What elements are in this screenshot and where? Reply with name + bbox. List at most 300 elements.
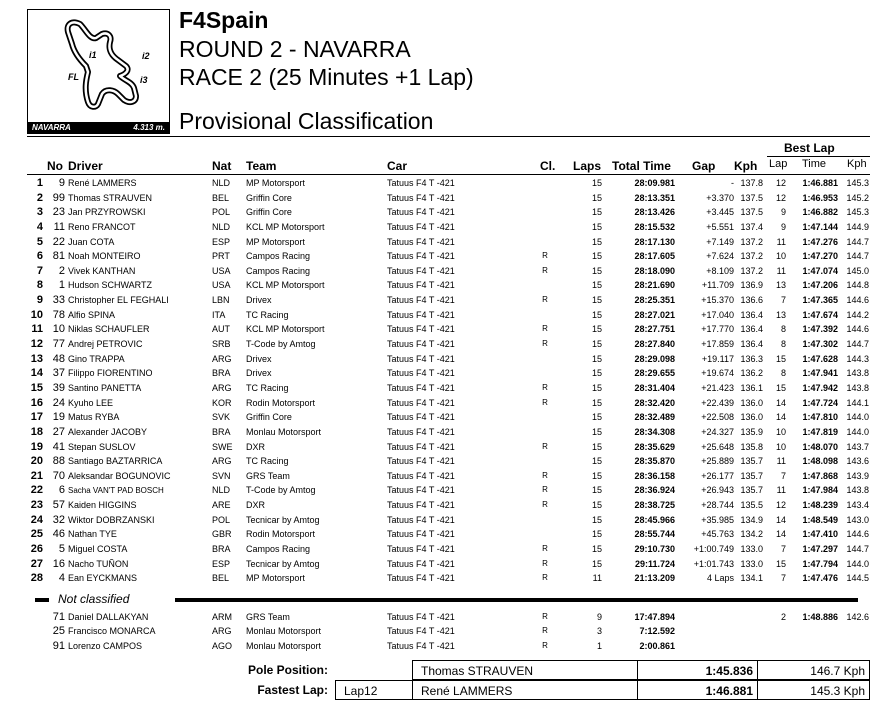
car-cell: Tatuus F4 T -421 (387, 339, 455, 350)
laps-cell: 15 (591, 456, 602, 467)
best-lap-number-cell: 13 (775, 309, 786, 320)
team-cell: GRS Team (246, 470, 290, 481)
best-lap-time-cell: 1:48.070 (802, 441, 838, 452)
kph-cell: 137.2 (740, 265, 763, 276)
team-cell: Griffin Core (246, 192, 292, 203)
kph-cell: 136.4 (740, 324, 763, 335)
best-lap-kph-cell: 143.6 (846, 456, 869, 467)
laps-cell: 15 (591, 221, 602, 232)
gap-cell: +8.109 (706, 265, 734, 276)
gap-cell: +3.370 (706, 192, 734, 203)
best-lap-kph-cell: 144.2 (846, 309, 869, 320)
nationality-cell: GBR (212, 529, 232, 540)
driver-cell: Reno FRANCOT (68, 221, 136, 232)
class-cell: R (542, 500, 548, 510)
nationality-cell: SVK (212, 412, 231, 423)
header-nat: Nat (212, 159, 232, 173)
laps-cell: 15 (591, 324, 602, 335)
car-number-cell: 11 (53, 220, 65, 233)
sector-label: i3 (140, 75, 148, 85)
laps-cell: 15 (591, 544, 602, 554)
best-lap-number-cell: 10 (775, 251, 786, 262)
total-time-cell: 28:27.840 (634, 339, 675, 350)
car-cell: Tatuus F4 T -421 (387, 558, 455, 569)
total-time-cell: 28:27.751 (634, 324, 675, 335)
gap-cell: +22.508 (701, 412, 734, 423)
position-cell: 5 (36, 235, 43, 248)
kph-cell: 135.7 (740, 470, 763, 481)
car-cell: Tatuus F4 T -421 (387, 251, 455, 262)
driver-cell: Santiago BAZTARRICA (68, 456, 163, 467)
laps-cell: 1 (596, 640, 602, 651)
fastest-driver: René LAMMERS (412, 680, 638, 700)
position-cell: 12 (30, 338, 43, 351)
team-cell: Monlau Motorsport (246, 426, 322, 437)
car-number-cell: 81 (52, 250, 65, 263)
driver-cell: Wiktor DOBRZANSKI (68, 514, 155, 525)
header-total-time: Total Time (612, 159, 671, 173)
position-cell: 3 (36, 206, 43, 219)
class-cell: R (542, 295, 548, 305)
car-cell: Tatuus F4 T -421 (387, 573, 455, 584)
sector-label: i1 (89, 50, 97, 60)
team-cell: Drivex (246, 368, 272, 379)
best-lap-time-cell: 1:46.882 (802, 207, 838, 218)
team-cell: Monlau Motorsport (246, 640, 322, 651)
best-lap-kph-cell: 143.8 (846, 485, 869, 496)
team-cell: KCL MP Motorsport (246, 280, 325, 291)
kph-cell: 136.3 (740, 353, 763, 364)
position-cell: 21 (30, 469, 43, 482)
car-number-cell: 99 (52, 191, 65, 204)
team-cell: Campos Racing (246, 544, 311, 554)
class-cell: R (542, 611, 548, 621)
car-number-cell: 37 (52, 367, 65, 380)
table-row (0, 513, 894, 528)
team-cell: DXR (246, 441, 266, 452)
total-time-cell: 28:17.130 (634, 236, 675, 247)
best-lap-time-cell: 1:47.365 (802, 295, 838, 306)
gap-cell: +7.149 (706, 236, 734, 247)
laps-cell: 3 (596, 626, 602, 637)
position-cell: 26 (30, 543, 43, 555)
nationality-cell: ESP (212, 236, 231, 247)
position-cell: 2 (36, 191, 43, 204)
team-cell: TC Racing (246, 456, 289, 467)
position-cell: 9 (36, 294, 43, 307)
best-lap-kph-cell: 144.8 (846, 280, 869, 291)
total-time-cell: 29:10.730 (634, 544, 675, 554)
car-cell: Tatuus F4 T -421 (387, 309, 455, 320)
nationality-cell: SRB (212, 339, 231, 350)
position-cell: 7 (36, 264, 43, 277)
position-cell: 24 (30, 513, 43, 526)
best-lap-time-cell: 1:47.724 (802, 397, 838, 408)
best-lap-time-cell: 1:47.810 (802, 412, 838, 423)
kph-cell: 137.2 (740, 251, 763, 262)
car-cell: Tatuus F4 T -421 (387, 470, 455, 481)
nationality-cell: BEL (212, 573, 230, 584)
best-lap-number-cell: 9 (780, 207, 786, 218)
car-number-cell: 33 (52, 294, 65, 307)
car-number-cell: 24 (52, 396, 65, 409)
table-row (0, 440, 894, 455)
nationality-cell: AGO (212, 640, 233, 651)
team-cell: Campos Racing (246, 265, 311, 276)
table-row (0, 483, 894, 498)
kph-cell: 136.9 (740, 280, 763, 291)
team-cell: TC Racing (246, 382, 289, 393)
gap-cell: +24.327 (701, 426, 734, 437)
kph-cell: 135.7 (740, 456, 763, 467)
team-cell: MP Motorsport (246, 236, 305, 247)
table-row (0, 542, 894, 557)
table-row (0, 425, 894, 440)
total-time-cell: 28:29.098 (634, 353, 675, 364)
best-lap-time-cell: 1:47.942 (802, 382, 838, 393)
best-lap-number-cell: 14 (775, 514, 786, 525)
position-cell: 16 (30, 396, 43, 409)
table-row (0, 366, 894, 381)
kph-cell: 137.5 (740, 207, 763, 218)
gap-cell: +5.551 (706, 221, 734, 232)
team-cell: MP Motorsport (246, 178, 305, 188)
driver-cell: Gino TRAPPA (68, 353, 125, 364)
header-car: Car (387, 159, 408, 173)
table-row (0, 527, 894, 542)
header-class: Cl. (540, 159, 556, 173)
nationality-cell: ITA (212, 309, 226, 320)
kph-cell: 137.8 (740, 178, 763, 188)
sector-label: i2 (142, 51, 150, 61)
best-lap-number-cell: 8 (780, 324, 786, 335)
kph-cell: 135.9 (740, 426, 763, 437)
nationality-cell: USA (212, 280, 231, 291)
gap-cell: +19.117 (701, 353, 734, 364)
driver-cell: Niklas SCHAUFLER (68, 324, 150, 335)
nationality-cell: ARG (212, 382, 232, 393)
car-cell: Tatuus F4 T -421 (387, 544, 455, 554)
nationality-cell: ARG (212, 456, 232, 467)
team-cell: KCL MP Motorsport (246, 221, 325, 232)
best-lap-time-cell: 1:47.628 (802, 353, 838, 364)
car-number-cell: 10 (52, 323, 65, 336)
total-time-cell: 28:15.532 (634, 221, 675, 232)
car-cell: Tatuus F4 T -421 (387, 626, 455, 637)
table-row (0, 381, 894, 396)
best-lap-number-cell: 8 (780, 339, 786, 350)
table-row (0, 249, 894, 264)
kph-cell: 136.0 (740, 412, 763, 423)
car-cell: Tatuus F4 T -421 (387, 207, 455, 218)
series-title: F4Spain (179, 7, 269, 33)
nationality-cell: ESP (212, 558, 231, 569)
driver-cell: Miguel COSTA (68, 544, 128, 554)
table-row (0, 278, 894, 293)
best-lap-number-cell: 14 (775, 412, 786, 423)
nationality-cell: ARE (212, 500, 231, 511)
total-time-cell: 28:18.090 (634, 265, 675, 276)
sector-label: FL (68, 72, 79, 82)
table-row (0, 571, 894, 586)
best-lap-time-cell: 1:47.819 (802, 426, 838, 437)
best-lap-number-cell: 8 (780, 368, 786, 379)
car-number-cell: 16 (52, 557, 65, 570)
driver-cell: Kyuho LEE (68, 397, 114, 408)
class-cell: R (542, 324, 548, 334)
nationality-cell: ARG (212, 353, 232, 364)
car-number-cell: 46 (52, 528, 65, 541)
header-team: Team (246, 159, 277, 173)
best-lap-time-cell: 1:47.868 (802, 470, 838, 481)
car-number-cell: 19 (52, 411, 65, 424)
driver-cell: Ean EYCKMANS (68, 573, 138, 584)
total-time-cell: 28:09.981 (634, 178, 675, 188)
best-lap-number-cell: 12 (775, 178, 786, 188)
laps-cell: 15 (591, 500, 602, 511)
laps-cell: 15 (591, 529, 602, 540)
driver-cell: Vivek KANTHAN (68, 265, 136, 276)
class-cell: R (542, 397, 548, 407)
round-title: ROUND 2 - NAVARRA (179, 36, 411, 62)
nationality-cell: ARM (212, 611, 232, 622)
header-gap: Gap (692, 159, 716, 173)
nationality-cell: BRA (212, 544, 231, 554)
nationality-cell: LBN (212, 295, 230, 306)
total-time-cell: 28:13.351 (634, 192, 675, 203)
laps-cell: 15 (591, 412, 602, 423)
best-lap-number-cell: 13 (775, 280, 786, 291)
driver-cell: Juan COTA (68, 236, 115, 247)
driver-cell: Kaiden HIGGINS (68, 500, 137, 511)
class-cell: R (542, 441, 548, 451)
best-lap-time-cell: 1:48.098 (802, 456, 838, 467)
best-lap-kph-cell: 144.7 (846, 339, 869, 350)
laps-cell: 15 (591, 485, 602, 496)
driver-cell: Sacha VAN'T PAD BOSCH (68, 486, 164, 496)
track-map-icon (28, 10, 169, 122)
table-row (0, 220, 894, 235)
gap-cell: 4 Laps (706, 573, 734, 584)
gap-cell: +26.177 (701, 470, 734, 481)
pole-time: 1:45.836 (637, 660, 758, 680)
table-row (0, 624, 894, 639)
team-cell: Tecnicar by Amtog (246, 558, 320, 569)
best-lap-kph-cell: 144.5 (846, 573, 869, 584)
best-lap-time-cell: 1:48.549 (802, 514, 838, 525)
driver-cell: Aleksandar BOGUNOVIC (68, 470, 171, 481)
total-time-cell: 28:25.351 (634, 295, 675, 306)
class-cell: R (542, 470, 548, 480)
table-row (0, 352, 894, 367)
laps-cell: 15 (591, 192, 602, 203)
total-time-cell: 28:21.690 (634, 280, 675, 291)
best-lap-kph-cell: 143.8 (846, 368, 869, 379)
best-lap-time-cell: 1:48.886 (802, 611, 838, 622)
nationality-cell: SVN (212, 470, 231, 481)
table-row (0, 610, 894, 625)
gap-cell: +3.445 (706, 207, 734, 218)
best-lap-number-cell: 7 (780, 295, 786, 306)
best-lap-time-cell: 1:47.270 (802, 251, 838, 262)
nationality-cell: NLD (212, 221, 231, 232)
class-cell: R (542, 558, 548, 568)
best-lap-number-cell: 11 (776, 265, 786, 276)
position-cell: 22 (30, 484, 43, 497)
gap-cell: +26.943 (701, 485, 734, 496)
best-lap-time-cell: 1:47.144 (802, 221, 838, 232)
best-lap-time-cell: 1:46.953 (802, 192, 838, 203)
driver-cell: Nacho TUÑON (68, 558, 129, 569)
gap-cell: +7.624 (706, 251, 734, 262)
header-rule-bottom (27, 174, 870, 175)
best-lap-kph-cell: 145.3 (846, 207, 869, 218)
not-classified-label: Not classified (58, 592, 130, 606)
total-time-cell: 2:00.861 (639, 640, 675, 651)
best-lap-kph-cell: 144.6 (846, 529, 869, 540)
nationality-cell: KOR (212, 397, 232, 408)
driver-cell: Alfio SPINA (68, 309, 116, 320)
car-number-cell: 25 (52, 625, 65, 638)
nationality-cell: AUT (212, 324, 230, 335)
best-lap-kph-cell: 144.0 (846, 558, 869, 569)
best-lap-number-cell: 7 (780, 470, 786, 481)
gap-cell: +22.439 (701, 397, 734, 408)
driver-cell: Daniel DALLAKYAN (68, 611, 149, 622)
laps-cell: 15 (591, 339, 602, 350)
team-cell: Rodin Motorsport (246, 529, 316, 540)
table-row (0, 322, 894, 337)
laps-cell: 15 (591, 470, 602, 481)
position-cell: 13 (30, 352, 43, 365)
car-cell: Tatuus F4 T -421 (387, 456, 455, 467)
nationality-cell: NLD (212, 485, 231, 496)
best-lap-number-cell: 14 (775, 397, 786, 408)
circuit-length: 4.313 m. (133, 123, 165, 132)
car-cell: Tatuus F4 T -421 (387, 280, 455, 291)
gap-cell: +25.889 (701, 456, 734, 467)
total-time-cell: 21:13.209 (634, 573, 675, 584)
kph-cell: 136.2 (740, 368, 763, 379)
position-cell: 6 (36, 250, 43, 263)
total-time-cell: 28:35.629 (634, 441, 675, 452)
fastest-lap-label: Fastest Lap: (257, 683, 328, 697)
table-row (0, 191, 894, 206)
car-number-cell: 6 (58, 484, 65, 497)
total-time-cell: 28:55.744 (634, 529, 675, 540)
table-row (0, 308, 894, 323)
laps-cell: 15 (591, 251, 602, 262)
pole-kph: 146.7 Kph (757, 660, 870, 680)
car-number-cell: 88 (52, 455, 65, 468)
kph-cell: 133.0 (740, 544, 763, 554)
position-cell: 19 (30, 440, 43, 453)
position-cell: 4 (36, 220, 43, 233)
car-cell: Tatuus F4 T -421 (387, 485, 455, 496)
laps-cell: 15 (591, 382, 602, 393)
total-time-cell: 28:36.158 (634, 470, 675, 481)
gap-cell: +17.770 (701, 324, 734, 335)
best-lap-kph-cell: 144.6 (846, 295, 869, 306)
gap-cell: +21.423 (701, 382, 734, 393)
table-row (0, 410, 894, 425)
best-lap-time-cell: 1:47.392 (802, 324, 838, 335)
driver-cell: Lorenzo CAMPOS (68, 640, 143, 651)
driver-cell: Alexander JACOBY (68, 426, 148, 437)
best-lap-rule (767, 156, 870, 157)
best-lap-time-cell: 1:47.276 (802, 236, 838, 247)
class-cell: R (542, 573, 548, 583)
car-number-cell: 70 (52, 469, 65, 482)
table-row (0, 235, 894, 250)
position-cell: 11 (31, 323, 43, 336)
car-cell: Tatuus F4 T -421 (387, 324, 455, 335)
kph-cell: 136.4 (740, 309, 763, 320)
car-cell: Tatuus F4 T -421 (387, 221, 455, 232)
best-lap-kph-cell: 144.0 (846, 412, 869, 423)
best-lap-number-cell: 15 (775, 558, 786, 569)
best-lap-kph-cell: 142.6 (846, 611, 869, 622)
gap-cell: +28.744 (701, 500, 734, 511)
total-time-cell: 28:13.426 (634, 207, 675, 218)
nationality-cell: BRA (212, 426, 231, 437)
best-lap-time-cell: 1:47.297 (802, 544, 838, 554)
laps-cell: 15 (591, 309, 602, 320)
not-classified-bar-left (35, 598, 49, 602)
car-cell: Tatuus F4 T -421 (387, 611, 455, 622)
total-time-cell: 28:34.308 (634, 426, 675, 437)
header-best-lap-kph: Kph (847, 158, 867, 170)
kph-cell: 133.0 (740, 558, 763, 569)
nationality-cell: PRT (212, 251, 230, 262)
best-lap-kph-cell: 143.4 (846, 500, 869, 511)
car-cell: Tatuus F4 T -421 (387, 192, 455, 203)
total-time-cell: 7:12.592 (639, 626, 675, 637)
best-lap-time-cell: 1:47.941 (802, 368, 838, 379)
kph-cell: 135.8 (740, 441, 763, 452)
nationality-cell: POL (212, 514, 231, 525)
car-number-cell: 78 (52, 308, 65, 321)
kph-cell: 136.0 (740, 397, 763, 408)
table-row (0, 469, 894, 484)
driver-cell: Francisco MONARCA (68, 626, 156, 637)
position-cell: 15 (30, 381, 43, 394)
team-cell: GRS Team (246, 611, 290, 622)
total-time-cell: 28:32.489 (634, 412, 675, 423)
best-lap-time-cell: 1:48.239 (802, 500, 838, 511)
laps-cell: 15 (591, 280, 602, 291)
team-cell: Tecnicar by Amtog (246, 514, 320, 525)
nationality-cell: ARG (212, 626, 232, 637)
gap-cell: +25.648 (701, 441, 734, 452)
position-cell: 20 (30, 455, 43, 468)
best-lap-kph-cell: 143.7 (846, 441, 869, 452)
best-lap-time-cell: 1:47.476 (802, 573, 838, 584)
best-lap-time-cell: 1:46.881 (802, 178, 838, 188)
best-lap-time-cell: 1:47.302 (802, 339, 838, 350)
kph-cell: 135.5 (740, 500, 763, 511)
team-cell: DXR (246, 500, 266, 511)
table-row (0, 396, 894, 411)
driver-cell: Matus RYBA (68, 412, 120, 423)
driver-cell: Stepan SUSLOV (68, 441, 136, 452)
fastest-kph: 145.3 Kph (757, 680, 870, 700)
car-number-cell: 91 (52, 639, 65, 652)
class-cell: R (542, 544, 548, 553)
kph-cell: 136.4 (740, 339, 763, 350)
best-lap-kph-cell: 144.7 (846, 236, 869, 247)
total-time-cell: 28:29.655 (634, 368, 675, 379)
